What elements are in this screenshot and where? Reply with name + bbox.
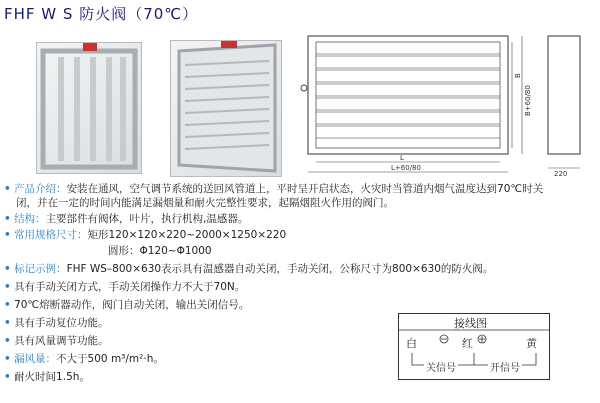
intro-label: 产品介绍： bbox=[14, 183, 67, 195]
leak-text: 不大于500 m³/m²·h。 bbox=[56, 353, 164, 365]
sizes-round: 圆形：Φ120~Φ1000 bbox=[108, 245, 212, 257]
wiring-diagram bbox=[398, 313, 550, 380]
dim-l: L bbox=[400, 154, 404, 162]
terminal-white: 白 bbox=[406, 337, 417, 350]
spec-feature-4: • 具有风量调节功能。 bbox=[4, 335, 109, 347]
spec-fire: • 耐火时间1.5h。 bbox=[4, 371, 90, 383]
example-text: FHF WS–800×630表示具有温感器自动关闭，手动关闭，公称尺寸为800×630的防火阀。 bbox=[66, 263, 494, 275]
spec-feature-3: • 具有手动复位功能。 bbox=[4, 317, 109, 329]
dim-depth: 220 bbox=[554, 170, 568, 178]
intro-text: 安装在通风，空气调节系统的送回风管道上，平时呈开启状态，火灾时当管道内烟气温度达到70℃时关 bbox=[66, 183, 544, 195]
page-title: FHF W S 防火阀（70℃） bbox=[4, 5, 199, 23]
sizes-label: 常用规格尺寸： bbox=[14, 229, 88, 241]
spec-example: • 标记示例：FHF WS–800×630表示具有温感器自动关闭，手动关闭，公称尺寸为800×630的防火阀。 bbox=[4, 263, 494, 275]
product-photo-angle bbox=[170, 40, 282, 177]
side-view-outline bbox=[548, 36, 580, 154]
structure-text: 主要部件有阀体，叶片，执行机构,温感器。 bbox=[45, 213, 249, 225]
sizes-rect: 矩形120×120×220~2000×1250×220 bbox=[87, 229, 287, 241]
example-label: 标记示例： bbox=[14, 263, 67, 275]
wiring-title: 接线图 bbox=[454, 317, 487, 330]
feature-1-text: 具有手动关闭方式，手动关闭操作力不大于70N。 bbox=[14, 281, 246, 293]
product-photo-front bbox=[36, 42, 142, 174]
spec-leak: • 漏风量：不大于500 m³/m²·h。 bbox=[4, 353, 164, 365]
fuse-unit-icon bbox=[221, 41, 237, 48]
fuse-unit-icon bbox=[83, 43, 97, 51]
close-signal-label: 关信号 bbox=[424, 359, 458, 374]
spec-feature-1: • 具有手动关闭方式，手动关闭操作力不大于70N。 bbox=[4, 281, 246, 293]
damper-angle-illustration bbox=[171, 41, 281, 176]
feature-2-text: 70℃熔断器动作，阀门自动关闭，输出关闭信号。 bbox=[14, 299, 250, 311]
dim-b-long: B+60/80 bbox=[524, 85, 532, 116]
spec-structure: • 结构：主要部件有阀体，叶片，执行机构,温感器。 bbox=[4, 213, 249, 225]
dim-b: B bbox=[514, 73, 522, 78]
technical-drawing bbox=[296, 28, 596, 178]
damper-blades bbox=[316, 54, 500, 138]
spec-feature-2: • 70℃熔断器动作，阀门自动关闭，输出关闭信号。 bbox=[4, 299, 250, 311]
spec-sizes: • 常用规格尺寸：矩形120×120×220~2000×1250×220 bbox=[4, 229, 287, 241]
leak-label: 漏风量： bbox=[14, 353, 57, 365]
feature-3-text: 具有手动复位功能。 bbox=[14, 317, 109, 329]
fire-text: 耐火时间1.5h。 bbox=[14, 371, 90, 383]
structure-label: 结构： bbox=[14, 213, 46, 225]
feature-4-text: 具有风量调节功能。 bbox=[14, 335, 109, 347]
terminal-red: 红 bbox=[462, 337, 473, 350]
spec-intro: • 产品介绍：安装在通风，空气调节系统的送回风管道上，平时呈开启状态，火灾时当管道内烟气温度达到70℃时关 bbox=[4, 183, 544, 195]
damper-front-illustration bbox=[37, 43, 141, 173]
spec-intro-cont: 闭，并在一定的时间内能满足漏烟量和耐火完整性要求，起隔烟阻火作用的阀门。 bbox=[16, 197, 394, 209]
dim-l-long: L+60/80 bbox=[391, 164, 421, 172]
open-signal-label: 开信号 bbox=[488, 359, 522, 374]
actuator-icon bbox=[301, 85, 307, 91]
terminal-yellow: 黄 bbox=[526, 337, 537, 350]
